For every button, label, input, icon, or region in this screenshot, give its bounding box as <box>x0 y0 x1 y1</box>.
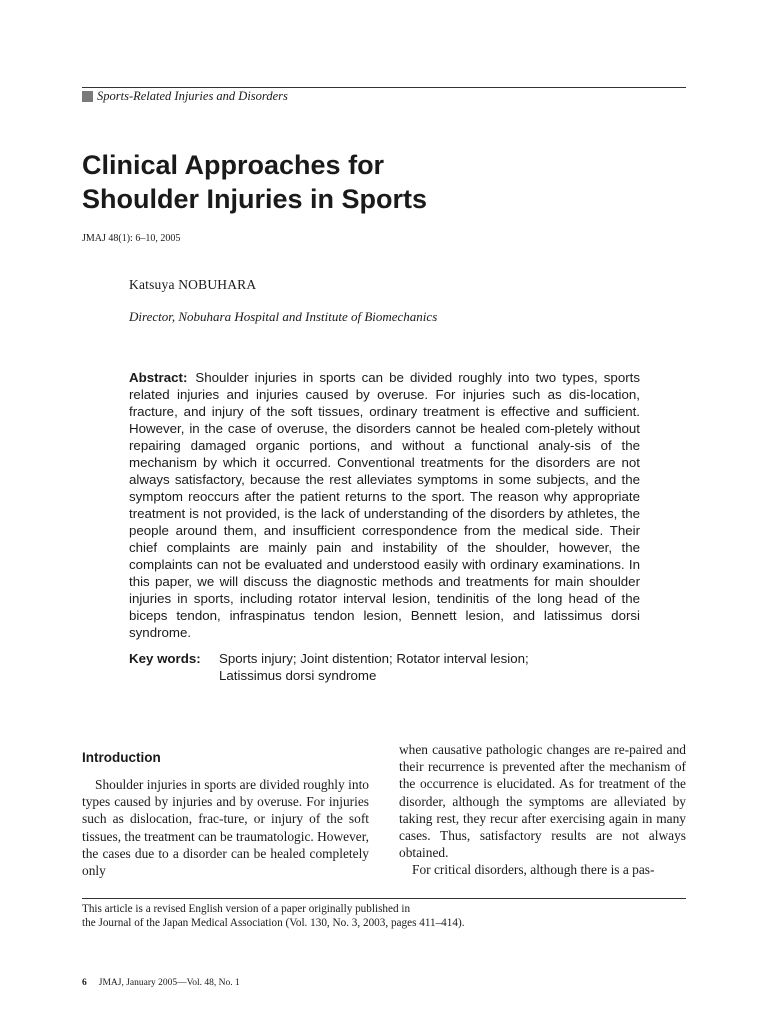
article-title <box>82 148 682 216</box>
author-name: Katsuya NOBUHARA <box>129 277 257 292</box>
title-line-1: Clinical Approaches for <box>82 150 385 180</box>
section-heading-introduction: Introduction <box>82 750 161 765</box>
author-affiliation: Director, Nobuhara Hospital and Institute of Biomechanics <box>129 309 438 324</box>
abstract <box>129 369 640 641</box>
citation: JMAJ 48(1): 6–10, 2005 <box>82 233 181 244</box>
keywords-list <box>219 650 649 684</box>
body-column-left <box>82 776 369 879</box>
keywords-line-1: Sports injury; Joint distention; Rotator interval lesion; <box>219 651 529 666</box>
body-column-right <box>399 741 686 879</box>
journal-info: JMAJ, January 2005—Vol. 48, No. 1 <box>98 978 240 988</box>
section-header <box>82 89 288 104</box>
paragraph: For critical disorders, although there is a pas- <box>412 862 655 878</box>
keywords-label: Key words: <box>129 651 201 666</box>
section-label: Sports-Related Injuries and Disorders <box>97 89 288 103</box>
square-icon <box>82 91 93 102</box>
paragraph: when causative pathologic changes are re-paired and their recurrence is prevented after the mechanism of the occurrence is elucidated. As for treatment of the disorder, although the symptoms are alleviated by taking rest, they recur after exercising again in many cases. Thus, satisfactory results are not always obtained. <box>399 742 686 861</box>
footnote-rule <box>82 898 686 899</box>
abstract-text: Shoulder injuries in sports can be divided roughly into two types, sports related injuries and injuries caused by overuse. For injuries such as dis-location, fracture, and injury of the soft tissues, ordinary treatment is effective and sufficient. However, in the case of overuse, the disorders cannot be healed com-pletely without repairing damaged organic portions, and without a functional analy-sis of the mechanism by which it occurred. Conventional treatments for the disorders are not always satisfactory, because the rest alleviates symptoms in some subjects, and the symptom reoccurs after the patient returns to the sport. The reason why appropriate treatment is not provided, is the lack of understanding of the disorders by athletes, the people around them, and insufficient correspondence from the medical side. Their chief complaints are mainly pain and instability of the shoulder, however, the complaints can not be evaluated and understood easily with ordinary examinations. In this paper, we will discuss the diagnostic methods and treatments for main shoulder injuries in sports, including rotator interval lesion, tendinitis of the long head of the biceps tendon, infraspinatus tendon lesion, Bennett lesion, and latissimus dorsi syndrome. <box>129 370 640 640</box>
keywords <box>129 650 649 684</box>
paragraph: Shoulder injuries in sports are divided roughly into types caused by injuries and by overuse. For injuries such as dislocation, frac-ture, or injury of the soft tissues, the treatment can be traumatologic. However, the cases due to a disorder can be healed completely only <box>82 777 369 879</box>
header-rule <box>82 87 686 88</box>
title-line-2: Shoulder Injuries in Sports <box>82 184 428 214</box>
footnote-line-1: This article is a revised English version of a paper originally published in <box>82 903 411 915</box>
page-footer <box>82 978 240 988</box>
footnote <box>82 902 692 930</box>
page-number: 6 <box>82 978 87 988</box>
footnote-line-2: the Journal of the Japan Medical Association (Vol. 130, No. 3, 2003, pages 411–414). <box>82 917 465 929</box>
keywords-line-2: Latissimus dorsi syndrome <box>219 668 377 683</box>
abstract-label: Abstract: <box>129 370 188 385</box>
